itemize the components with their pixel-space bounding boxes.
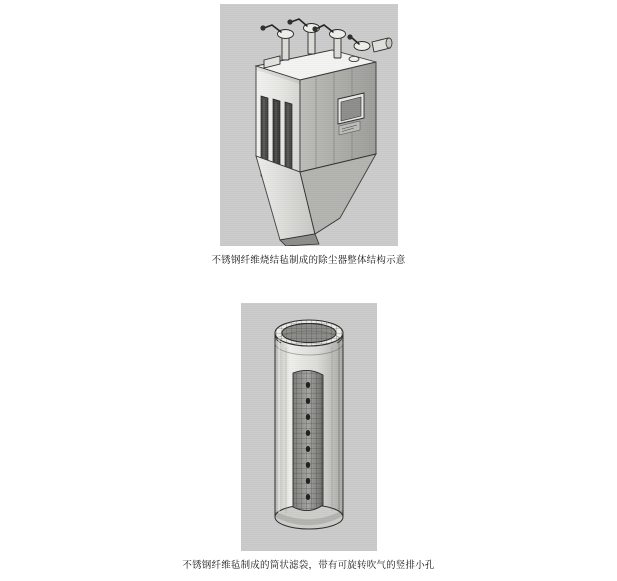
filter-bag-illustration [241, 303, 377, 551]
dust-collector-drawing [220, 4, 398, 246]
figure-dust-collector [0, 4, 617, 268]
filter-bag-drawing [241, 303, 377, 551]
figure-filter-bag [0, 303, 617, 573]
figure-caption: 不锈钢纤维毡制成的筒状滤袋，带有可旋转吹气的竖排小孔 [182, 560, 435, 571]
figure-caption: 不锈钢纤维烧结毡制成的除尘器整体结构示意 [211, 255, 406, 266]
dust-collector-illustration [220, 4, 398, 246]
